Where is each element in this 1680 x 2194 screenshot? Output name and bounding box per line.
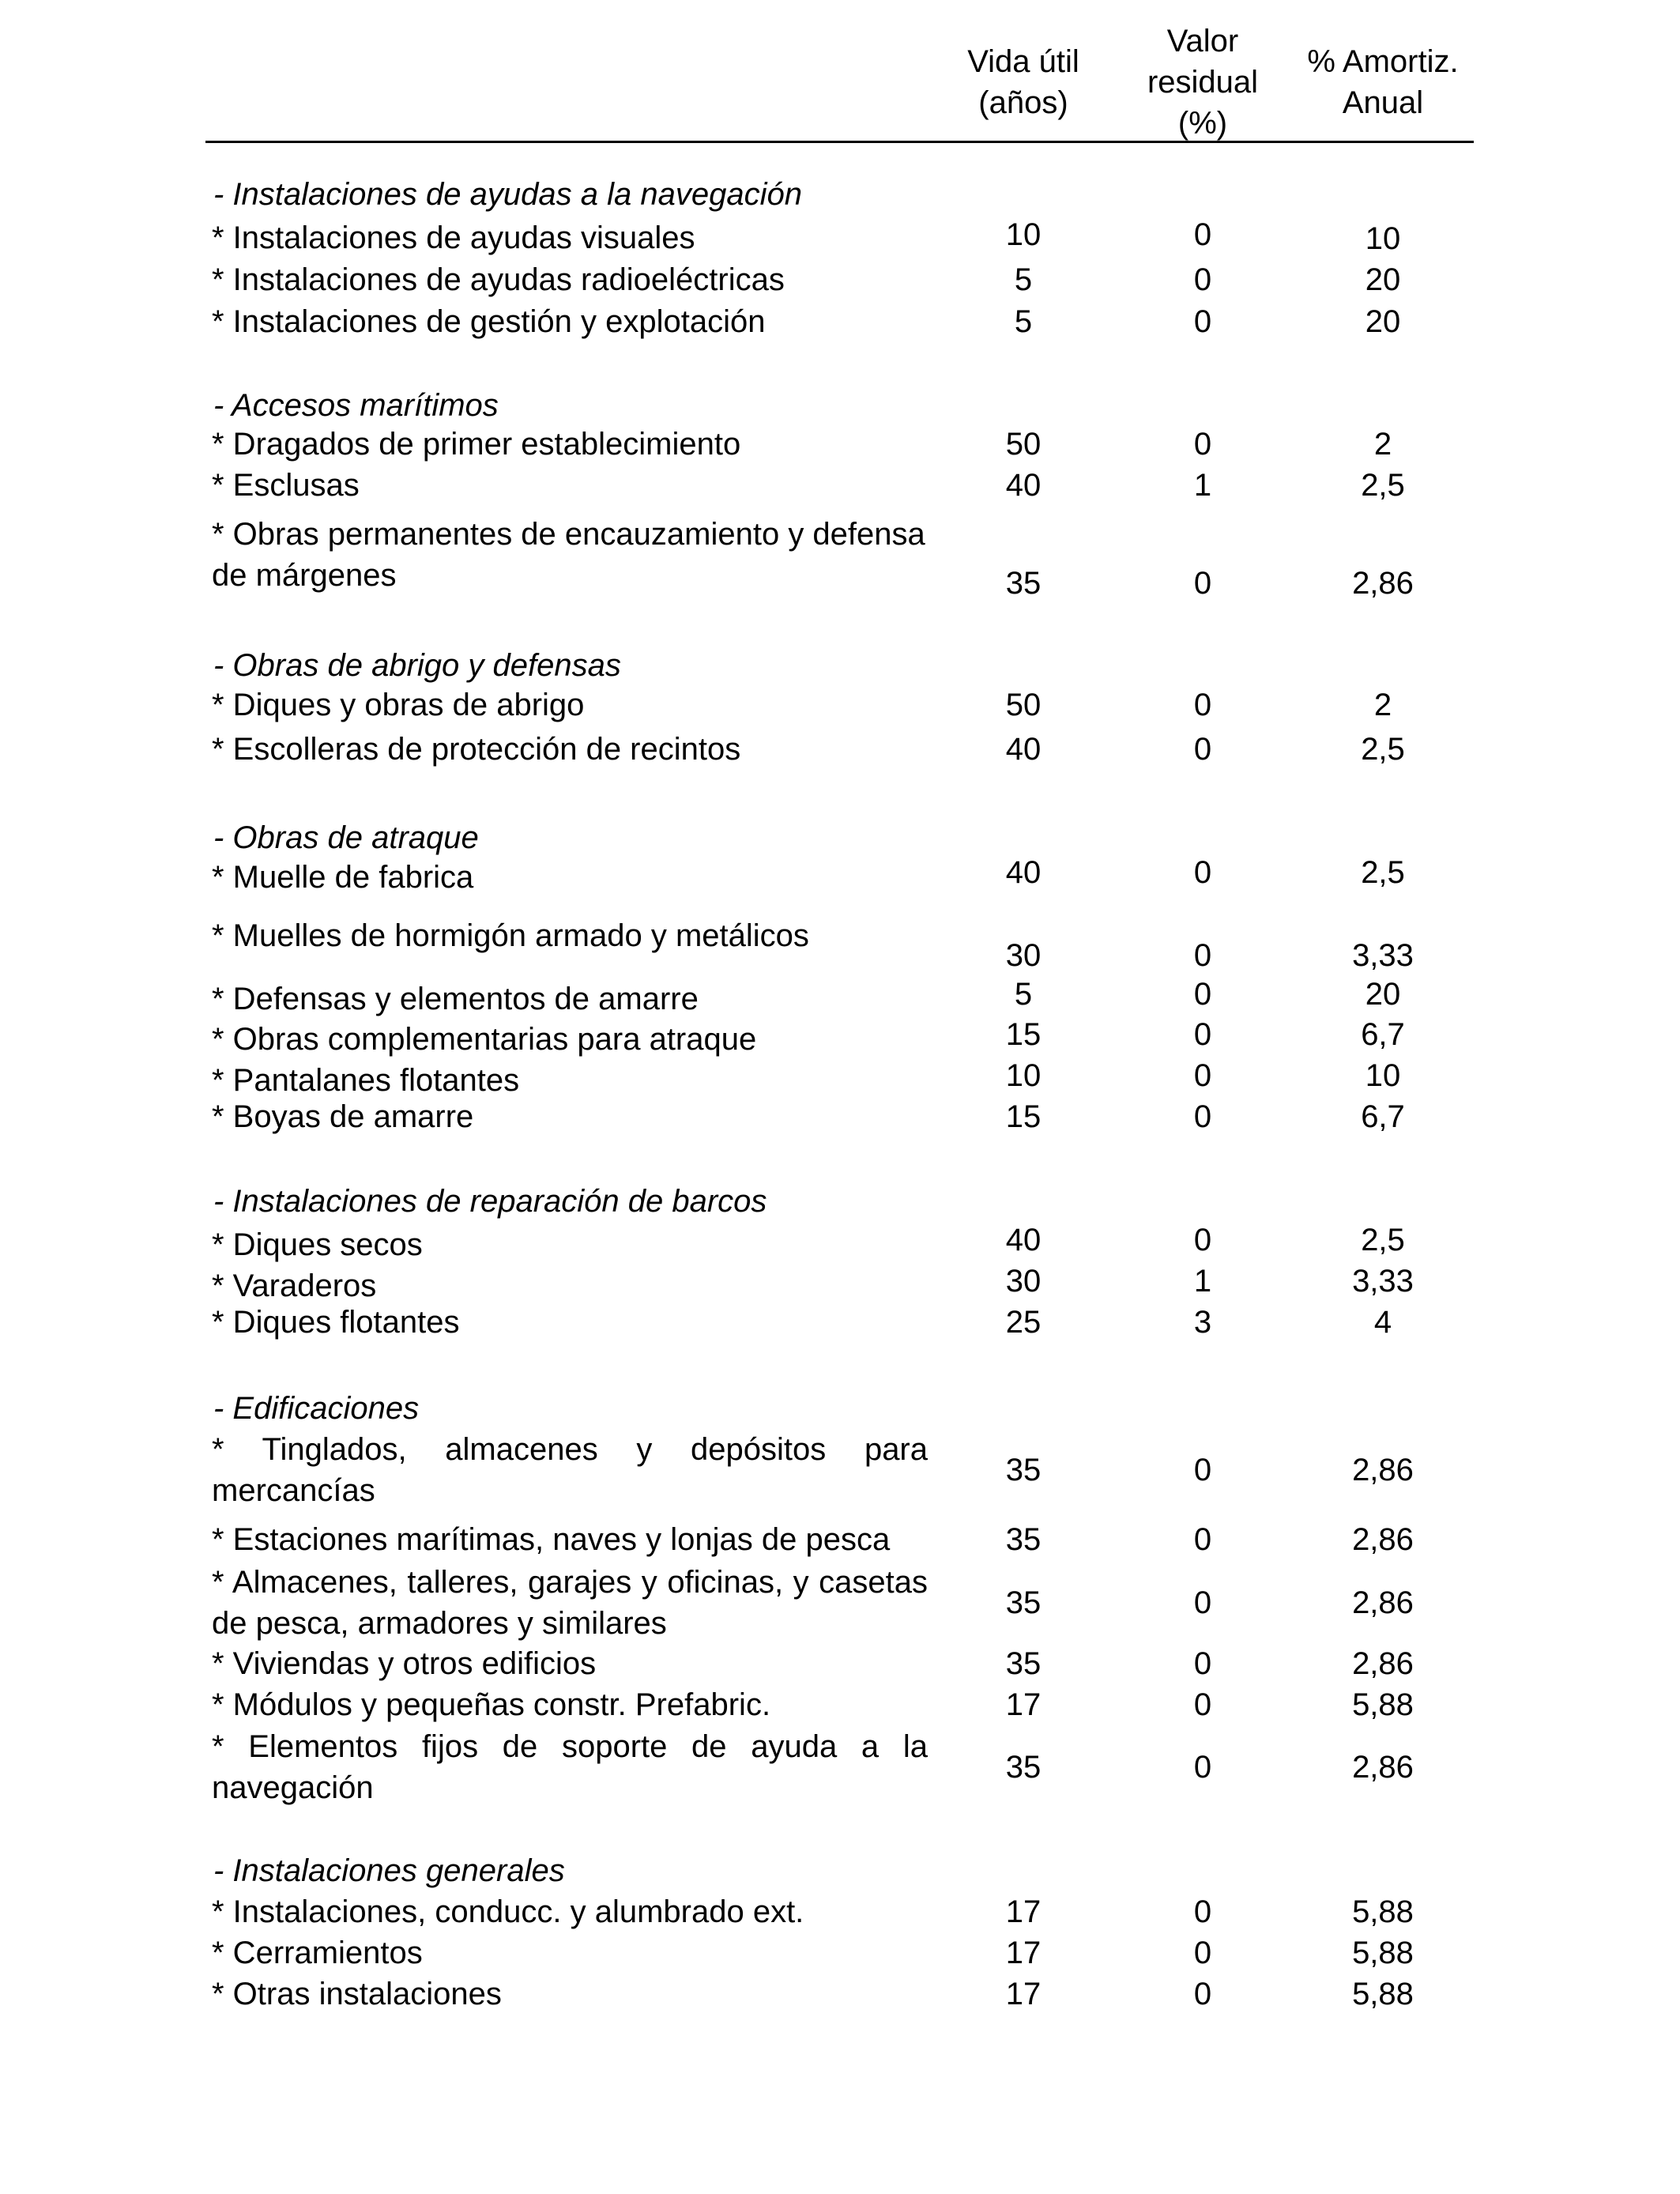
- amortizacion-value: 6,7: [1361, 1099, 1405, 1134]
- amortizacion-value: 2,86: [1352, 1522, 1414, 1557]
- row-label: * Boyas de amarre: [212, 1099, 474, 1134]
- valor-residual-value: 0: [1193, 1687, 1212, 1722]
- row-label: * Obras permanentes de encauzamiento y defensa de márgenes: [212, 517, 925, 593]
- valor-residual-value: 0: [1193, 1522, 1212, 1557]
- valor-residual-value: 0: [1193, 1646, 1212, 1681]
- header-valor-residual: Valor residual (%): [1147, 24, 1259, 141]
- section-title: - Obras de atraque: [213, 820, 479, 855]
- amortizacion-value: 2,86: [1352, 566, 1414, 601]
- valor-residual-value: 0: [1193, 938, 1212, 973]
- vida-util-value: 40: [1005, 468, 1042, 503]
- section-title: - Obras de abrigo y defensas: [213, 648, 621, 683]
- vida-util-value: 5: [1014, 977, 1033, 1012]
- valor-residual-value: 0: [1193, 1750, 1212, 1785]
- amortizacion-value: 5,88: [1352, 1977, 1414, 2011]
- row-label: * Diques flotantes: [212, 1305, 460, 1340]
- valor-residual-value: 0: [1193, 1585, 1212, 1620]
- vida-util-value: 40: [1005, 732, 1042, 767]
- vida-util-value: 35: [1005, 1646, 1042, 1681]
- valor-residual-value: 0: [1193, 217, 1212, 252]
- section-title: - Accesos marítimos: [213, 388, 499, 423]
- amortizacion-value: 2,86: [1352, 1453, 1414, 1487]
- amortizacion-value: 10: [1365, 1058, 1401, 1093]
- amortizacion-value: 6,7: [1361, 1017, 1405, 1052]
- vida-util-value: 35: [1005, 1750, 1042, 1785]
- valor-residual-value: 1: [1193, 1264, 1212, 1299]
- valor-residual-value: 0: [1193, 977, 1212, 1012]
- valor-residual-value: 1: [1193, 468, 1212, 503]
- valor-residual-value: 0: [1193, 688, 1212, 722]
- section-title: - Instalaciones de reparación de barcos: [213, 1184, 767, 1219]
- row-label: * Tinglados, almacenes y depósitos para mercancías: [212, 1432, 928, 1508]
- row-label: * Muelle de fabrica: [212, 860, 474, 895]
- amortizacion-value: 10: [1365, 221, 1401, 256]
- valor-residual-value: 3: [1193, 1305, 1212, 1340]
- row-label: * Pantalanes flotantes: [212, 1063, 520, 1098]
- row-label: * Almacenes, talleres, garajes y oficinas, y casetas de pesca, armadores y similares: [212, 1565, 928, 1641]
- valor-residual-value: 0: [1193, 1099, 1212, 1134]
- amortizacion-value: 5,88: [1352, 1936, 1414, 1970]
- valor-residual-value: 0: [1193, 304, 1212, 339]
- row-label: * Diques secos: [212, 1227, 423, 1262]
- row-label: * Cerramientos: [212, 1936, 423, 1970]
- row-label: * Instalaciones, conducc. y alumbrado ext.: [212, 1894, 804, 1929]
- vida-util-value: 30: [1005, 1264, 1042, 1299]
- valor-residual-value: 0: [1193, 1017, 1212, 1052]
- row-label: * Estaciones marítimas, naves y lonjas de pesca: [212, 1522, 891, 1557]
- row-label: * Varaderos: [212, 1269, 377, 1303]
- row-label: * Viviendas y otros edificios: [212, 1646, 597, 1681]
- valor-residual-value: 0: [1193, 1223, 1212, 1257]
- row-label: * Defensas y elementos de amarre: [212, 982, 699, 1016]
- amortizacion-value: 2,5: [1361, 732, 1405, 767]
- vida-util-value: 17: [1005, 1687, 1042, 1722]
- valor-residual-value: 0: [1193, 427, 1212, 462]
- amortizacion-value: 5,88: [1352, 1894, 1414, 1929]
- amortizacion-value: 2,86: [1352, 1750, 1414, 1785]
- amortizacion-value: 3,33: [1352, 938, 1414, 973]
- vida-util-value: 10: [1005, 217, 1042, 252]
- row-label: * Esclusas: [212, 468, 360, 503]
- valor-residual-value: 0: [1193, 566, 1212, 601]
- row-label: * Obras complementarias para atraque: [212, 1022, 757, 1057]
- vida-util-value: 35: [1005, 1585, 1042, 1620]
- row-label: * Dragados de primer establecimiento: [212, 427, 741, 462]
- vida-util-value: 10: [1005, 1058, 1042, 1093]
- header-rule: [205, 141, 1474, 143]
- valor-residual-value: 0: [1193, 855, 1212, 890]
- row-label: * Instalaciones de ayudas visuales: [212, 221, 695, 255]
- valor-residual-value: 0: [1193, 1894, 1212, 1929]
- section-title: - Edificaciones: [213, 1391, 420, 1426]
- row-label: * Instalaciones de ayudas radioeléctricas: [212, 262, 785, 297]
- vida-util-value: 17: [1005, 1936, 1042, 1970]
- valor-residual-value: 0: [1193, 1936, 1212, 1970]
- amortizacion-value: 20: [1365, 262, 1401, 297]
- amortizacion-value: 2,5: [1361, 468, 1405, 503]
- vida-util-value: 35: [1005, 566, 1042, 601]
- section-title: - Instalaciones de ayudas a la navegación: [213, 177, 802, 212]
- amortizacion-value: 5,88: [1352, 1687, 1414, 1722]
- vida-util-value: 5: [1014, 262, 1033, 297]
- amortizacion-value: 2,5: [1361, 1223, 1405, 1257]
- vida-util-value: 5: [1014, 304, 1033, 339]
- row-label: * Otras instalaciones: [212, 1977, 502, 2011]
- valor-residual-value: 0: [1193, 1977, 1212, 2011]
- valor-residual-value: 0: [1193, 262, 1212, 297]
- vida-util-value: 40: [1005, 855, 1042, 890]
- vida-util-value: 35: [1005, 1453, 1042, 1487]
- vida-util-value: 17: [1005, 1977, 1042, 2011]
- amortizacion-value: 2,86: [1352, 1585, 1414, 1620]
- vida-util-value: 40: [1005, 1223, 1042, 1257]
- amortizacion-value: 2,5: [1361, 855, 1405, 890]
- header-amortizacion-anual: % Amortiz. Anual: [1307, 44, 1459, 120]
- vida-util-value: 35: [1005, 1522, 1042, 1557]
- amortizacion-value: 20: [1365, 977, 1401, 1012]
- valor-residual-value: 0: [1193, 1453, 1212, 1487]
- amortizacion-value: 2: [1373, 427, 1392, 462]
- section-title: - Instalaciones generales: [213, 1853, 565, 1888]
- amortizacion-value: 2: [1373, 688, 1392, 722]
- row-label: * Diques y obras de abrigo: [212, 688, 585, 722]
- row-label: * Módulos y pequeñas constr. Prefabric.: [212, 1687, 771, 1722]
- row-label: * Muelles de hormigón armado y metálicos: [212, 918, 809, 953]
- row-label: * Instalaciones de gestión y explotación: [212, 304, 766, 339]
- amortizacion-value: 3,33: [1352, 1264, 1414, 1299]
- valor-residual-value: 0: [1193, 732, 1212, 767]
- amortizacion-value: 2,86: [1352, 1646, 1414, 1681]
- vida-util-value: 15: [1005, 1099, 1042, 1134]
- vida-util-value: 15: [1005, 1017, 1042, 1052]
- row-label: * Escolleras de protección de recintos: [212, 732, 741, 767]
- amortizacion-value: 4: [1373, 1305, 1392, 1340]
- vida-util-value: 17: [1005, 1894, 1042, 1929]
- amortizacion-value: 20: [1365, 304, 1401, 339]
- header-vida-util: Vida útil (años): [967, 44, 1079, 120]
- vida-util-value: 30: [1005, 938, 1042, 973]
- vida-util-value: 50: [1005, 427, 1042, 462]
- vida-util-value: 25: [1005, 1305, 1042, 1340]
- row-label: * Elementos fijos de soporte de ayuda a la navegación: [212, 1729, 928, 1805]
- valor-residual-value: 0: [1193, 1058, 1212, 1093]
- vida-util-value: 50: [1005, 688, 1042, 722]
